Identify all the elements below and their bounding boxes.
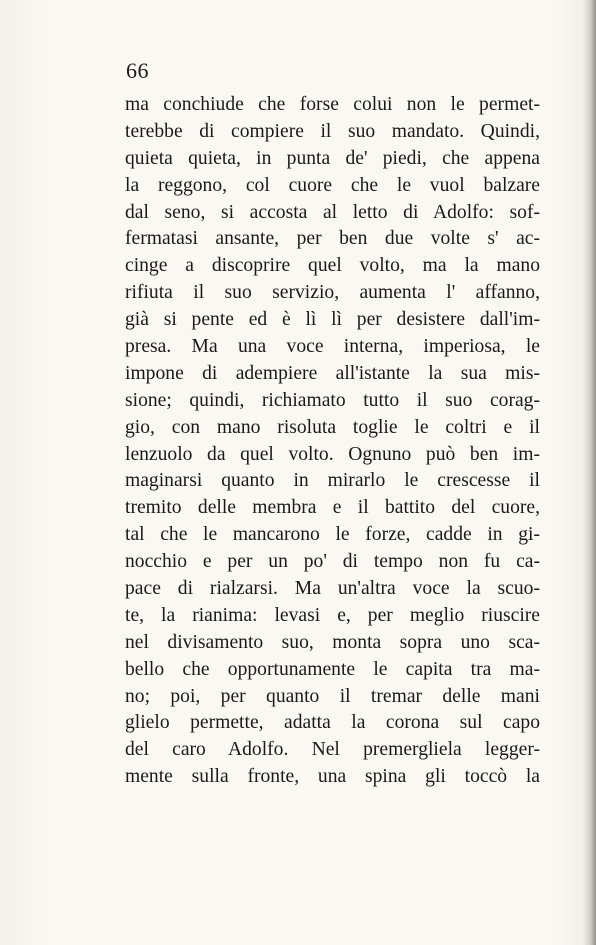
text-line: bello che opportunamente le capita tra ma- — [125, 658, 540, 680]
text-line: nel divisamento suo, monta sopra uno sca- — [125, 631, 540, 653]
text-line: glielo permette, adatta la corona sul capo — [125, 712, 540, 734]
text-line: lenzuolo da quel volto. Ognuno può ben im- — [125, 443, 540, 465]
text-line: gio, con mano risoluta toglie le coltri e il — [125, 416, 540, 438]
text-line: sione; quindi, richiamato tutto il suo corag- — [125, 389, 540, 411]
text-line: no; poi, per quanto il tremar delle mani — [125, 685, 540, 707]
text-line: te, la rianima: levasi e, per meglio riuscire — [125, 604, 540, 626]
text-line: impone di adempiere all'istante la sua mis- — [125, 362, 540, 384]
text-line: ma conchiude che forse colui non le permet- — [125, 94, 540, 115]
body-text — [125, 92, 540, 791]
text-line: terebbe di compiere il suo mandato. Quindi, — [125, 120, 540, 142]
text-line: rifiuta il suo servizio, aumenta l' affanno, — [125, 282, 540, 304]
page-edge-shadow — [582, 0, 596, 945]
text-line: quieta quieta, in punta de' piedi, che appena — [125, 147, 540, 169]
text-line: la reggono, col cuore che le vuol balzare — [125, 174, 540, 196]
text-line: nocchio e per un po' di tempo non fu ca- — [125, 551, 540, 573]
text-line: mente sulla fronte, una spina gli toccò la — [125, 766, 540, 788]
text-line: tal che le mancarono le forze, cadde in gi- — [125, 524, 540, 546]
text-line: presa. Ma una voce interna, imperiosa, le — [125, 336, 540, 358]
text-line: maginarsi quanto in mirarlo le crescesse il — [125, 470, 540, 492]
text-line: già si pente ed è lì lì per desistere dall'im- — [125, 309, 540, 331]
text-line: cinge a discoprire quel volto, ma la mano — [125, 255, 540, 277]
page-number: 66 — [126, 58, 149, 83]
text-line: fermatasi ansante, per ben due volte s' ac- — [125, 228, 540, 250]
text-line: pace di rialzarsi. Ma un'altra voce la scuo- — [125, 578, 540, 600]
text-line: del caro Adolfo. Nel premergliela legger- — [125, 739, 540, 761]
text-line: dal seno, si accosta al letto di Adolfo: sof- — [125, 201, 540, 223]
text-line: tremito delle membra e il battito del cuore, — [125, 497, 540, 519]
